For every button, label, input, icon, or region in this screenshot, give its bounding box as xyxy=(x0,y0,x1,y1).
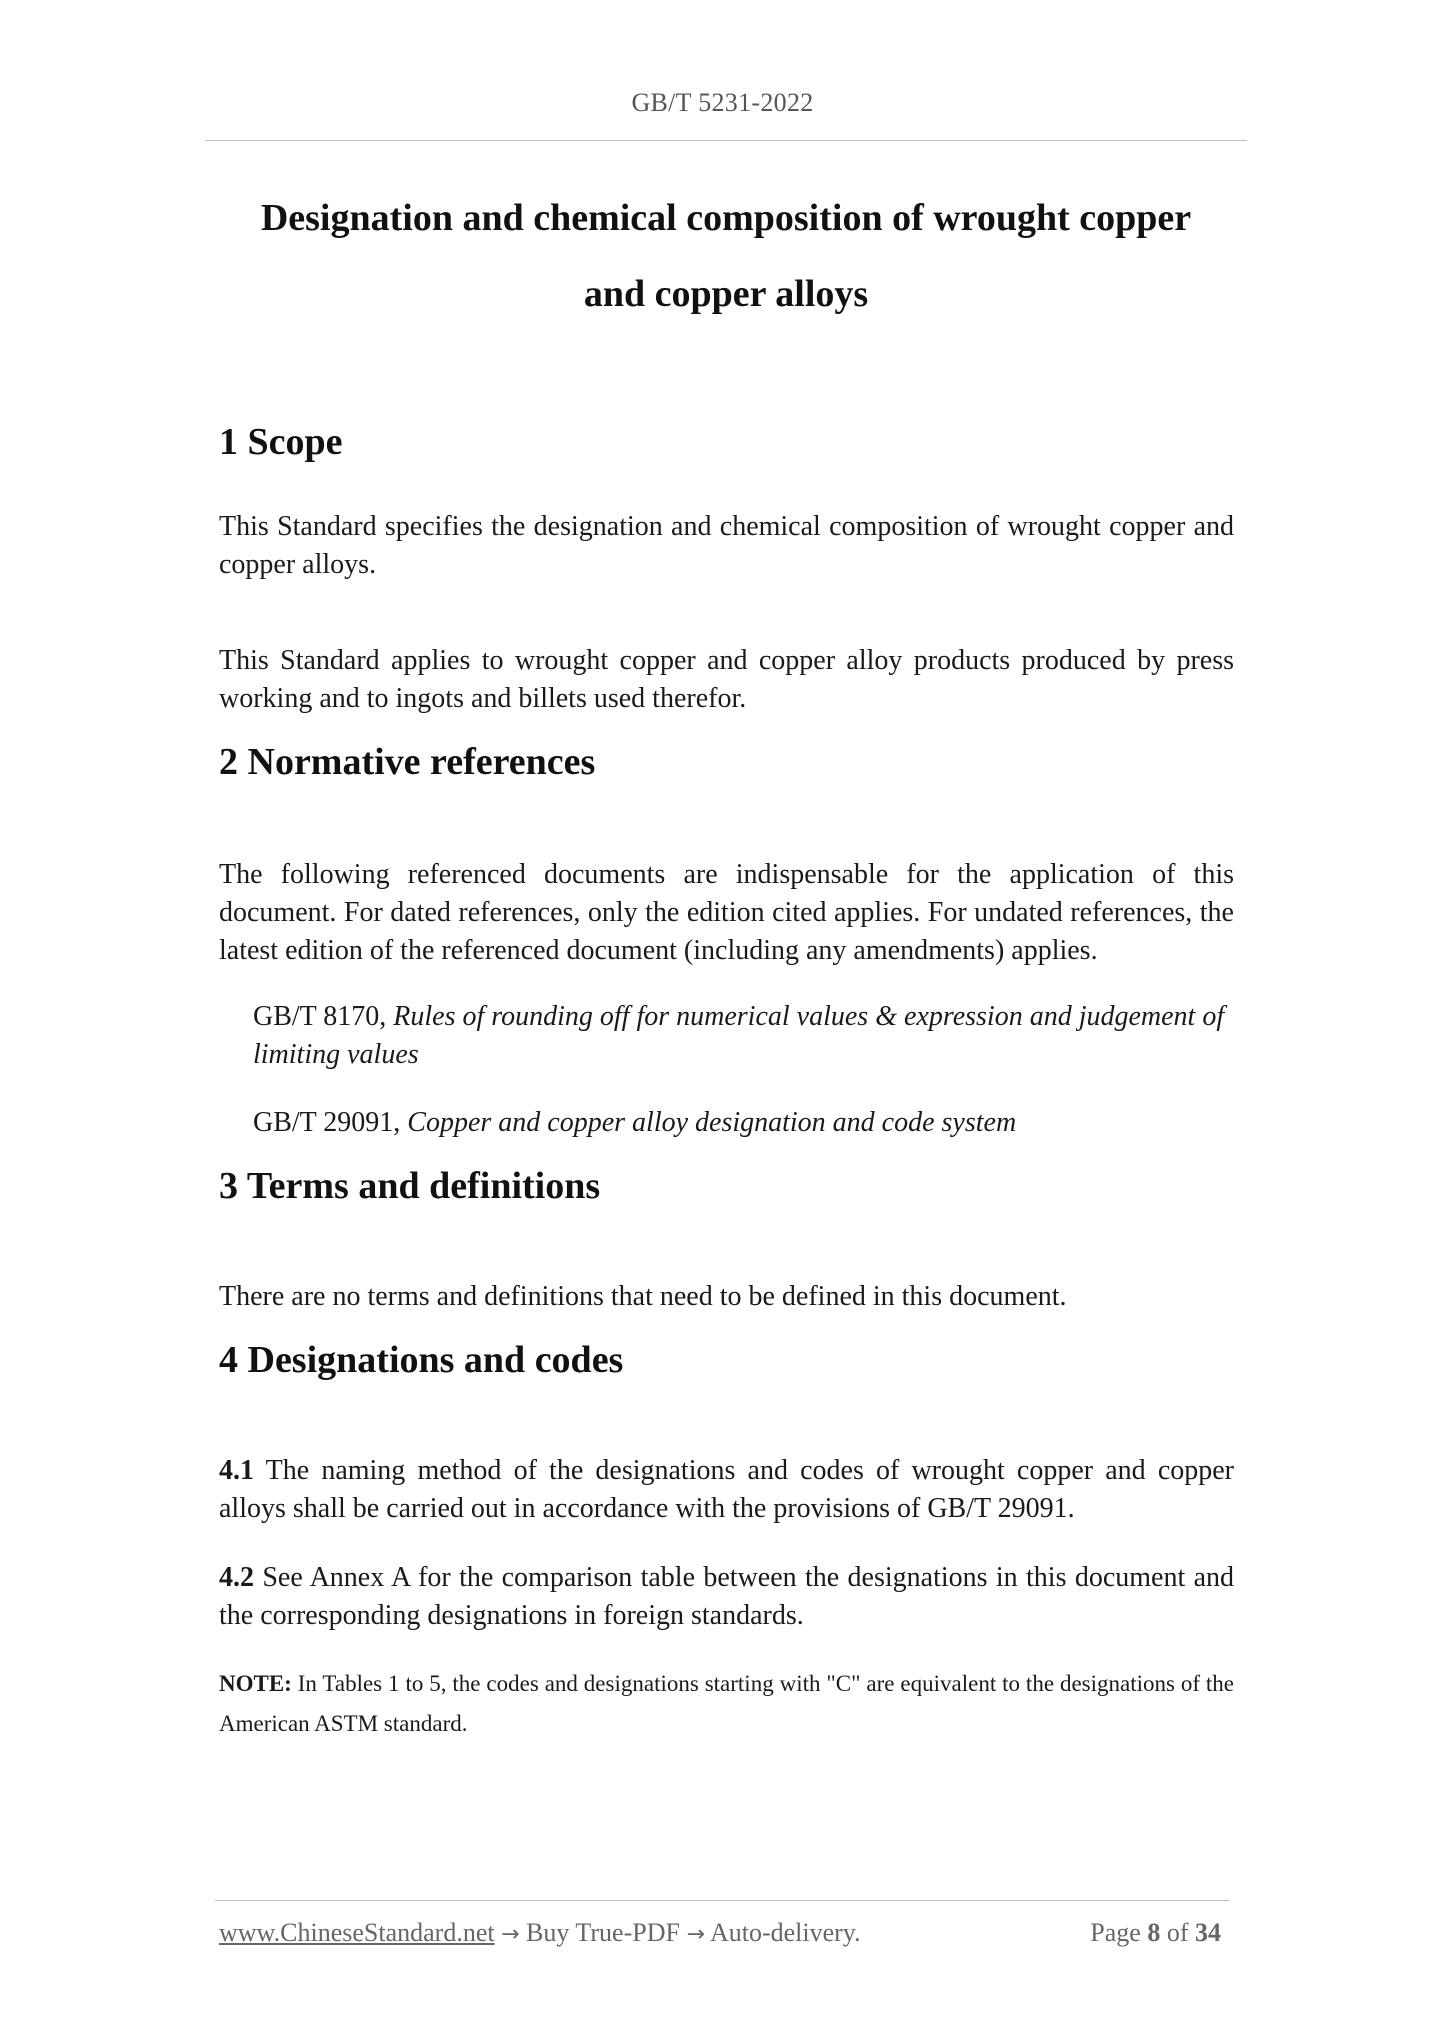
page-number: 8 xyxy=(1147,1918,1161,1947)
clause-number: 4.1 xyxy=(219,1455,254,1486)
page-total: 34 xyxy=(1195,1918,1221,1947)
header-divider xyxy=(205,140,1247,141)
section-heading-designations: 4 Designations and codes xyxy=(219,1339,624,1381)
site-link[interactable]: www.ChineseStandard.net xyxy=(219,1918,495,1947)
normative-paragraph: The following referenced documents are indispensable for the application of this document. For dated references, only the edition cited applies. For undated references, the latest edition of the referenced document (including any amendments) applies. xyxy=(219,859,1234,966)
buy-true-pdf-text: Buy True-PDF xyxy=(526,1918,680,1947)
clause-number: 4.2 xyxy=(219,1562,254,1593)
reference-item-gbt-29091 xyxy=(253,1104,1234,1142)
document-title xyxy=(200,180,1252,332)
reference-code: GB/T 8170, xyxy=(253,1001,387,1032)
note-paragraph xyxy=(219,1664,1234,1744)
document-title-line1: Designation and chemical composition of wrought copper xyxy=(260,197,1192,239)
scope-paragraph-1: This Standard specifies the designation and chemical composition of wrought copper and copper alloys. xyxy=(219,511,1234,580)
section-heading-normative-references: 2 Normative references xyxy=(219,741,596,783)
reference-title: Rules of rounding off for numerical values & expression and judgement of limiting values xyxy=(253,1001,1225,1070)
note-label: NOTE: xyxy=(219,1671,292,1696)
scope-paragraph-2: This Standard applies to wrought copper and copper alloy products produced by press working and to ingots and billets used therefor. xyxy=(219,645,1234,714)
page-of-label: of xyxy=(1166,1918,1189,1947)
page-indicator xyxy=(1090,1918,1221,1948)
section-heading-terms: 3 Terms and definitions xyxy=(219,1165,601,1207)
reference-item-gbt-8170 xyxy=(253,998,1234,1074)
clause-text: See Annex A for the comparison table between the designations in this document and the corresponding designations in foreign standards. xyxy=(219,1562,1235,1631)
document-title-line2: and copper alloys xyxy=(583,273,869,315)
page-label: Page xyxy=(1090,1918,1141,1947)
reference-code: GB/T 29091, xyxy=(253,1107,401,1138)
auto-delivery-text: Auto-delivery. xyxy=(709,1918,861,1947)
arrow-right-icon: → xyxy=(501,1922,520,1947)
arrow-right-icon: → xyxy=(686,1922,705,1947)
clause-4-2 xyxy=(219,1559,1234,1635)
footer-divider xyxy=(215,1900,1229,1901)
terms-paragraph: There are no terms and definitions that need to be defined in this document. xyxy=(219,1281,1067,1312)
clause-text: The naming method of the designations and codes of wrought copper and copper alloys shall be carried out in accordance with the provisions of GB/T 29091. xyxy=(219,1455,1234,1524)
clause-4-1 xyxy=(219,1452,1234,1528)
note-text: In Tables 1 to 5, the codes and designations starting with "C" are equivalent to the designations of the American ASTM standard. xyxy=(219,1671,1235,1736)
header-standard-code: GB/T 5231-2022 xyxy=(631,88,814,117)
footer-promo xyxy=(219,1918,861,1948)
reference-title: Copper and copper alloy designation and code system xyxy=(407,1107,1017,1138)
section-heading-scope: 1 Scope xyxy=(219,421,343,463)
